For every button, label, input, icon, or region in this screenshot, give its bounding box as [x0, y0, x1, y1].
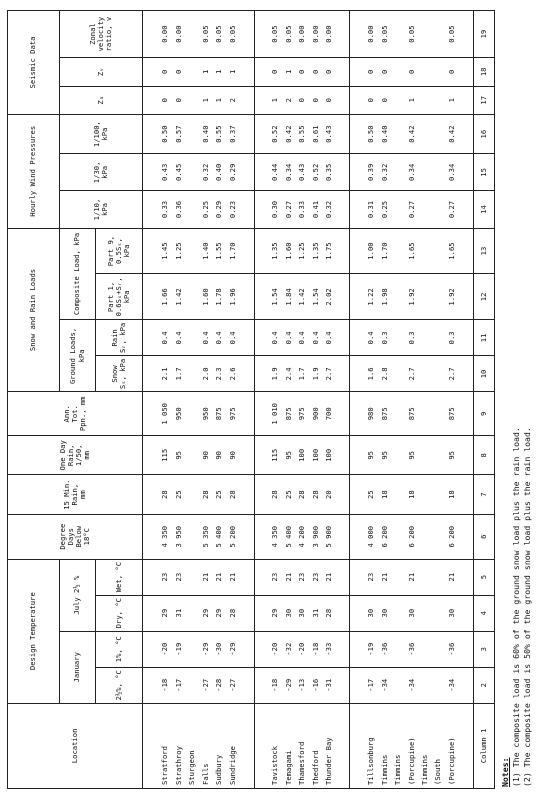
note-2: (2) The composite load is 50% of the ground snow load plus the rain load. — [522, 427, 532, 787]
annual-cell: 980 875 875 875 — [350, 392, 474, 436]
column-number: 9 — [473, 392, 494, 436]
comp1-cell: 1.66 1.42 1.60 1.78 1.96 — [143, 274, 255, 320]
table-row — [255, 11, 350, 789]
wind100-cell: 0.50 0.57 0.40 0.55 0.37 — [143, 114, 255, 153]
wind-100-header: 1/100, kPa — [60, 114, 143, 153]
jul-wet-header: Wet, °C — [95, 559, 143, 595]
comp9-cell: 1.00 1.70 1.65 1.65 — [350, 228, 474, 274]
column-number: 17 — [473, 86, 494, 114]
column-number: 6 — [473, 514, 494, 559]
column-number: 19 — [473, 11, 494, 58]
one-day-rain-header: One Day Rain, 1/50, mm — [8, 436, 143, 475]
jul-dry-header: Dry, °C — [95, 595, 143, 631]
jan1-cell: -20 -32 -20 -18 -33 — [255, 631, 350, 667]
jul-dry-cell: 29 30 30 31 28 — [255, 595, 350, 631]
comp1-cell: 1.22 1.98 1.92 1.92 — [350, 274, 474, 320]
day-rain-cell: 115 95 100 100 100 — [255, 436, 350, 475]
jan-1-header: 1%, °C — [95, 631, 143, 667]
column-number: 4 — [473, 595, 494, 631]
rain15-cell: 28 25 28 25 28 — [143, 475, 255, 514]
part1-header: Part 1, 0.6Sₛ+Sᵣ, kPa — [95, 274, 143, 320]
zonal-velocity-cell: 0.00 0.05 0.05 0.05 — [350, 11, 474, 58]
wind10-cell: 0.30 0.27 0.33 0.41 0.32 — [255, 191, 350, 228]
location-cell: Tillsonburg Timmins Timmins (Porcupine) Timmins (South (Porcupine) — [350, 703, 474, 788]
degree-days-header: Degree Days Below 18°C — [8, 514, 143, 559]
day-rain-cell: 115 95 90 90 90 — [143, 436, 255, 475]
za-cell: 0 0 1 1 — [350, 86, 474, 114]
snow-cell: 2.1 1.7 2.0 2.3 2.6 — [143, 356, 255, 392]
wind30-cell: 0.43 0.45 0.32 0.40 0.29 — [143, 154, 255, 191]
wind10-cell: 0.33 0.36 0.25 0.29 0.23 — [143, 191, 255, 228]
wind-30-header: 1/30, kPa — [60, 154, 143, 191]
rain15-cell: 25 18 18 18 — [350, 475, 474, 514]
july-header: July 2½ % — [60, 559, 96, 631]
ground-loads-header: Ground Loads, kPa — [60, 320, 96, 392]
column-number: 11 — [473, 320, 494, 356]
note-1: (1) The composite load is 60% of the ground snow load plus the rain load. — [511, 427, 521, 787]
rain-15min-header: 15 Min. Rain, mm — [8, 475, 143, 514]
table-row — [350, 11, 474, 789]
column-number: 12 — [473, 274, 494, 320]
table-row — [143, 11, 255, 789]
hourly-wind-header: Hourly Wind Pressures — [8, 114, 60, 228]
annual-precip-header: Ann. Tot. Ppn., mm — [8, 392, 143, 436]
column-number: Column 1 — [473, 703, 494, 788]
column-number: 7 — [473, 475, 494, 514]
wind30-cell: 0.44 0.34 0.43 0.52 0.35 — [255, 154, 350, 191]
jul-wet-cell: 23 23 21 21 21 — [143, 559, 255, 595]
design-temperature-header: Design Temperature — [8, 559, 60, 703]
wind-10-header: 1/10, kPa — [60, 191, 143, 228]
jan1-cell: -19 -36 -36 -36 — [350, 631, 474, 667]
jan25-cell: -18 -29 -13 -16 -31 — [255, 667, 350, 703]
snow-header: Snow Sₛ, kPa — [95, 356, 143, 392]
rain15-cell: 28 25 28 28 20 — [255, 475, 350, 514]
za-cell: 1 2 0 0 0 — [255, 86, 350, 114]
column-number: 8 — [473, 436, 494, 475]
zonal-velocity-cell: 0.00 0.00 0.05 0.05 0.05 — [143, 11, 255, 58]
rain-cell: 0.4 0.4 0.4 0.4 0.4 — [143, 320, 255, 356]
jul-wet-cell: 23 21 21 21 — [350, 559, 474, 595]
wind30-cell: 0.39 0.32 0.34 0.34 — [350, 154, 474, 191]
day-rain-cell: 95 95 95 95 — [350, 436, 474, 475]
location-header: Location — [8, 703, 143, 788]
jul-dry-cell: 30 30 30 30 — [350, 595, 474, 631]
degree-days-cell: 4 350 3 950 5 350 5 400 5 200 — [143, 514, 255, 559]
rain-header: Rain Sᵣ, kPa — [95, 320, 143, 356]
comp9-cell: 1.45 1.25 1.40 1.55 1.70 — [143, 228, 255, 274]
za-header: Zₐ — [60, 86, 143, 114]
zonal-velocity-header: Zonal velocity ratio, v — [60, 11, 143, 58]
jan1-cell: -20 -19 -29 -30 -29 — [143, 631, 255, 667]
column-number: 14 — [473, 191, 494, 228]
column-number-row — [473, 11, 494, 789]
notes-heading: Notes: — [500, 757, 510, 787]
seismic-data-header: Seismic Data — [8, 11, 60, 115]
snow-cell: 1.9 2.4 1.7 1.9 2.7 — [255, 356, 350, 392]
annual-cell: 1 050 950 950 875 975 — [143, 392, 255, 436]
zv-cell: 0 1 0 0 0 — [255, 58, 350, 86]
wind100-cell: 0.52 0.42 0.55 0.61 0.43 — [255, 114, 350, 153]
notes-section — [500, 8, 533, 787]
location-cell: Stratford Strathroy Sturgeon Falls Sudbury Sundridge — [143, 703, 255, 788]
column-number: 10 — [473, 356, 494, 392]
degree-days-cell: 4 350 5 400 4 200 3 900 5 900 — [255, 514, 350, 559]
rain-cell: 0.4 0.4 0.4 0.4 0.4 — [255, 320, 350, 356]
jan25-cell: -17 -34 -34 -34 — [350, 667, 474, 703]
part9-header: Part 9, 0.5Sₛ, kPa — [95, 228, 143, 274]
column-number: 13 — [473, 228, 494, 274]
rain-cell: 0.4 0.3 0.3 0.3 — [350, 320, 474, 356]
location-cell: Tavistock Temagami Thamesford Thedford Thunder Bay — [255, 703, 350, 788]
zonal-velocity-cell: 0.05 0.05 0.00 0.00 0.00 — [255, 11, 350, 58]
wind100-cell: 0.50 0.40 0.42 0.42 — [350, 114, 474, 153]
jul-dry-cell: 29 31 29 29 28 — [143, 595, 255, 631]
climatic-data-table — [7, 10, 495, 789]
comp1-cell: 1.54 1.84 1.42 1.54 2.02 — [255, 274, 350, 320]
za-cell: 0 0 1 1 2 — [143, 86, 255, 114]
column-number: 18 — [473, 58, 494, 86]
zv-cell: 0 0 1 1 1 — [143, 58, 255, 86]
zv-header: Zᵥ — [60, 58, 143, 86]
column-number: 3 — [473, 631, 494, 667]
composite-load-header: Composite Load, kPa — [60, 228, 96, 320]
annual-cell: 1 010 875 975 900 700 — [255, 392, 350, 436]
column-number: 16 — [473, 114, 494, 153]
jan25-cell: -18 -17 -27 -28 -27 — [143, 667, 255, 703]
wind10-cell: 0.31 0.25 0.27 0.27 — [350, 191, 474, 228]
snow-rain-loads-header: Snow and Rain Loads — [8, 228, 60, 392]
jul-wet-cell: 23 21 23 23 21 — [255, 559, 350, 595]
snow-cell: 1.6 2.8 2.7 2.7 — [350, 356, 474, 392]
comp9-cell: 1.35 1.60 1.25 1.35 1.75 — [255, 228, 350, 274]
column-number: 5 — [473, 559, 494, 595]
column-number: 2 — [473, 667, 494, 703]
degree-days-cell: 4 000 6 200 6 200 6 200 — [350, 514, 474, 559]
jan-25-header: 2½%, °C — [95, 667, 143, 703]
zv-cell: 0 0 0 0 — [350, 58, 474, 86]
january-header: January — [60, 631, 96, 703]
column-number: 15 — [473, 154, 494, 191]
